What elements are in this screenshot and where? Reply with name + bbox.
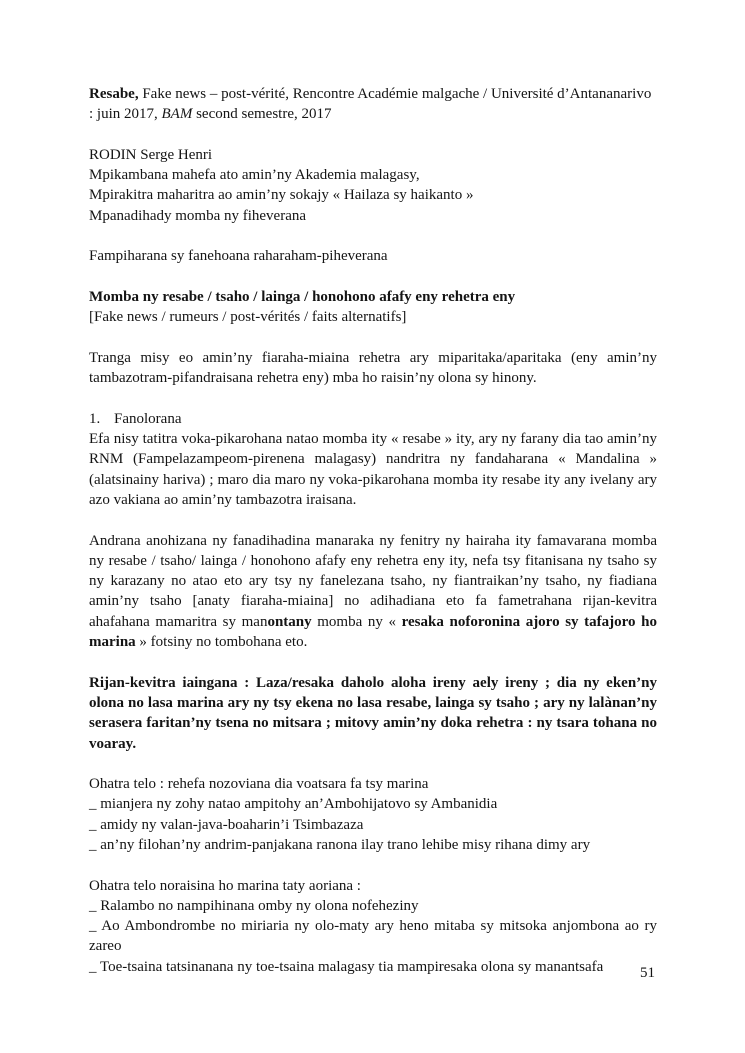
example-true-line-3: _ Toe-tsaina tatsinanana ny toe-tsaina malagasy tia mampiresaka olona sy manantsafa — [89, 958, 604, 975]
numbered-list-item — [89, 409, 657, 429]
example-false-line-1: _ mianjera ny zohy natao ampitohy an’Ambohijatovo sy Ambanidia — [89, 796, 498, 813]
paragraph-efa: Efa nisy tatitra voka-pikarohana natao momba ity « resabe » ity, ary ny farany dia tao amin’ny RNM (Fampelazampeom-pirenena malagasy) nandritra ny fandaharana « Mandalina » (alatsinainy hariva) ; maro dia maro ny voka-pikarohana momba ity resabe ity any ivelany ary azo vakiana ao amin’ny tambazotra iraisana. — [89, 431, 657, 508]
title-text: Fake news – post-vérité, Rencontre Académie malgache / Université d’Antananarivo : juin 2017, — [89, 86, 652, 123]
andrana-text-3: » fotsiny no tombohana eto. — [135, 634, 308, 651]
examples-true-intro: Ohatra telo noraisina ho marina taty aoriana : — [89, 877, 361, 894]
author-role-line-3: Mpanadihady momba ny fiheverana — [89, 207, 307, 224]
author-block — [89, 145, 657, 226]
list-number: 1. — [89, 410, 101, 427]
list-title: Fanolorana — [114, 410, 182, 427]
examples-false-intro: Ohatra telo : rehefa nozoviana dia voatsara fa tsy marina — [89, 776, 429, 793]
examples-true-block — [89, 876, 657, 977]
subject-line: Fampiharana sy fanehoana raharaham-piheverana — [89, 248, 388, 265]
author-role-line-1: Mpikambana mahefa ato amin’ny Akademia malagasy, — [89, 167, 420, 184]
title-bold-word: Resabe, — [89, 86, 139, 102]
title-text-end: second semestre, 2017 — [192, 106, 332, 123]
title-paragraph — [89, 84, 657, 125]
example-false-line-3: _ an’ny filohan’ny andrim-panjakana ranona ilay trano lehibe misy rihana dimy ary — [89, 836, 591, 853]
section-heading-translation: [Fake news / rumeurs / post-vérités / faits alternatifs] — [89, 309, 407, 326]
examples-false-block — [89, 774, 657, 855]
andrana-text-2: momba ny « — [311, 613, 402, 630]
example-true-line-2: _ Ao Ambondrombe no miriaria ny olo-maty ary heno mitaba sy mitsoka anjombona ao ry zareo — [89, 918, 657, 955]
title-italic-abbr: BAM — [161, 106, 193, 123]
author-name-line: RODIN Serge Henri — [89, 146, 213, 163]
andrana-bold-2: resaka noforonina ajoro sy tafajoro ho marina — [89, 613, 657, 651]
andrana-text-1: Andrana anohizana ny fanadihadina manaraka ny fenitry ny hairaha ity famavarana momba ny resabe / tsaho/ lainga / honohono afafy eny rehetra eny ity, nefa tsy fitanisana ny tsaho sy ny karazany no atao eto ary tsy ny fanelezana tsaho, ny fiantraikan’ny tsaho, ny fiadiana amin’ny tsaho [anaty fiaraha-miaina] no adihadiana eto fa fametrahana rijan-kevitra ahafahana mamaritra sy man — [89, 532, 657, 630]
intro-paragraph: Tranga misy eo amin’ny fiaraha-miaina rehetra ary miparitaka/aparitaka (eny amin’ny tambazotram-pifandraisana rehetra eny) mba ho raisin’ny olona sy hinony. — [89, 349, 657, 387]
section-heading: Momba ny resabe / tsaho / lainga / honohono afafy eny rehetra eny — [89, 288, 516, 305]
section-heading-block — [89, 287, 657, 328]
thesis-paragraph: Rijan-kevitra iaingana : Laza/resaka daholo aloha ireny aely ireny ; dia ny eken’ny olona no lasa marina ary ny tsy ekena no lasa resabe, lainga sy tsaho ; ary ny lalànan’ny serasera faritan’ny tsena no mitsara ; mitovy amin’ny doka rehetra : ny tsara tohana no voaray. — [89, 674, 657, 752]
example-true-line-1: _ Ralambo no nampihinana omby ny olona nofeheziny — [89, 897, 419, 914]
andrana-bold-1: ontany — [267, 613, 312, 630]
author-role-line-2: Mpirakitra maharitra ao amin’ny sokajy « Hailaza sy haikanto » — [89, 187, 474, 204]
page-number: 51 — [640, 965, 655, 981]
paragraph-andrana — [89, 531, 657, 653]
example-false-line-2: _ amidy ny valan-java-boaharin’i Tsimbazaza — [89, 816, 364, 833]
